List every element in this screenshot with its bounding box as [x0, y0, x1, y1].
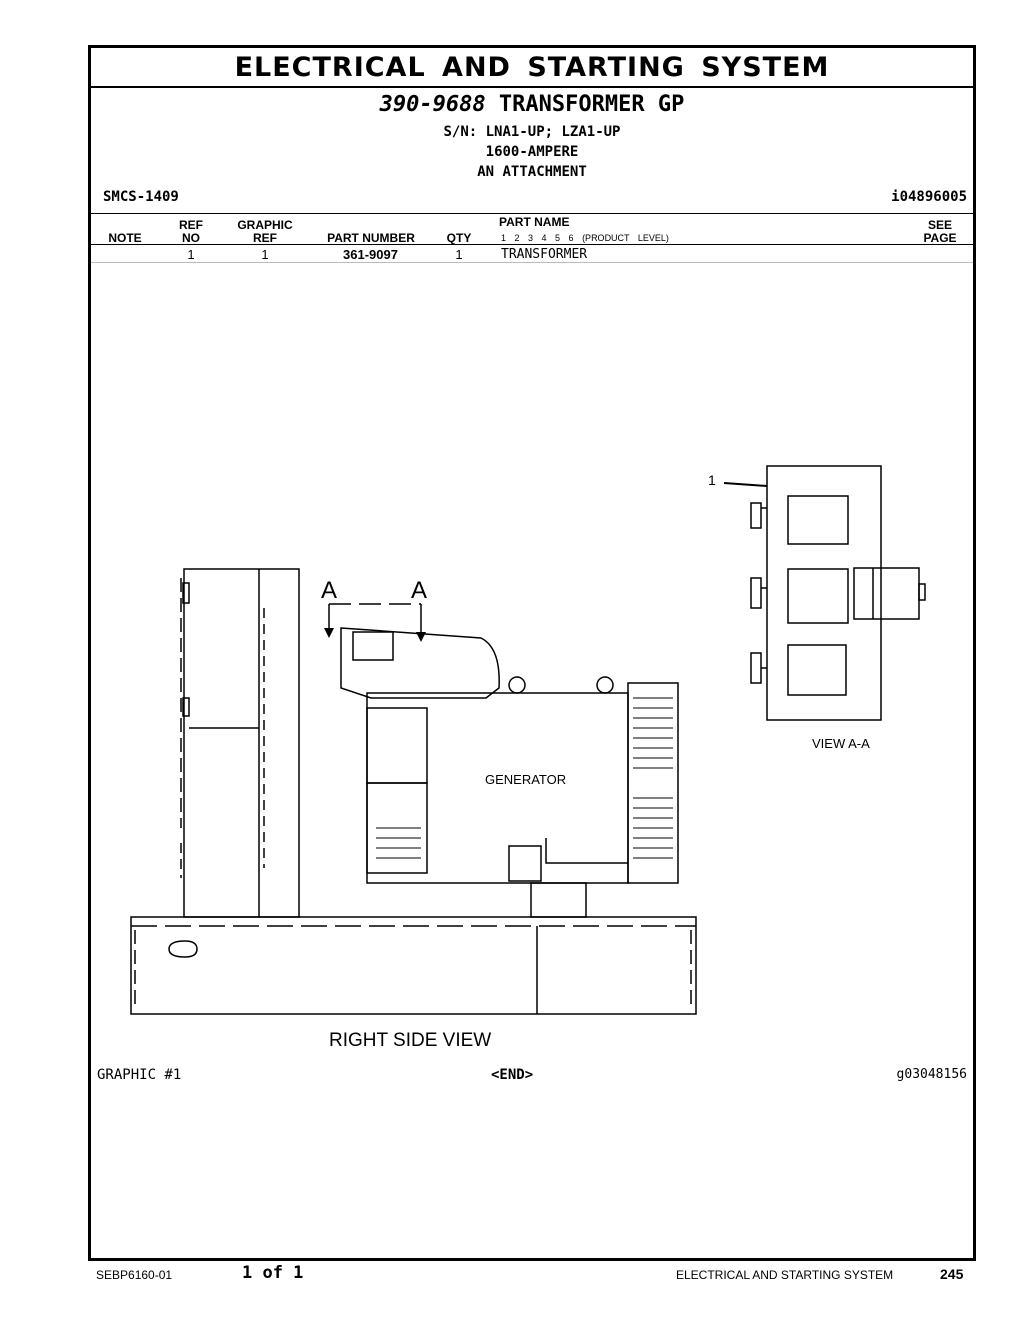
row-graphic-ref: 1: [261, 247, 269, 262]
graphic-id: g03048156: [896, 1067, 967, 1082]
page-frame: [88, 45, 976, 1261]
header-part-name: PART NAME: [499, 215, 570, 229]
view-aa-drawing: [724, 466, 925, 720]
graphic-label: GRAPHIC #1: [97, 1067, 182, 1083]
section-title: ELECTRICAL AND STARTING SYSTEM: [91, 48, 973, 88]
footer-page-number: 245: [940, 1266, 964, 1282]
header-product-level: (PRODUCT LEVEL): [582, 233, 669, 243]
right-side-view-drawing: [131, 569, 696, 1014]
header-see-top: SEE: [927, 218, 952, 232]
row-ref-no: 1: [187, 247, 195, 262]
header-note: NOTE: [108, 231, 142, 245]
attachment-note: AN ATTACHMENT: [477, 164, 587, 180]
header-qty: QTY: [446, 231, 472, 245]
right-side-view-label: RIGHT SIDE VIEW: [329, 1030, 492, 1051]
view-aa-label: VIEW A-A: [812, 736, 870, 751]
group-name: TRANSFORMER GP: [498, 92, 685, 117]
section-marker-right: A: [411, 577, 428, 604]
serial-numbers: S/N: LNA1-UP; LZA1-UP: [443, 124, 621, 140]
row-part-name: TRANSFORMER: [501, 247, 588, 262]
header-graphic-top: GRAPHIC: [237, 218, 293, 232]
header-ref-top: REF: [179, 218, 203, 232]
row-part-number: 361-9097: [343, 247, 398, 262]
footer-doc-number: SEBP6160-01: [96, 1268, 173, 1282]
section-marker-left: A: [321, 577, 338, 604]
header-level-numbers: 1 2 3 4 5 6: [501, 233, 574, 243]
header-see-bottom: PAGE: [923, 231, 957, 245]
generator-label: GENERATOR: [485, 772, 567, 787]
rating: 1600-AMPERE: [485, 144, 579, 160]
end-marker: <END>: [491, 1067, 534, 1083]
smcs-code: SMCS-1409: [103, 189, 179, 205]
footer-section: ELECTRICAL AND STARTING SYSTEM: [676, 1268, 894, 1282]
header-ref-bottom: NO: [182, 231, 200, 245]
illustration-id: i04896005: [891, 189, 967, 205]
group-part-number: 390-9688: [379, 92, 486, 117]
callout-number: 1: [708, 472, 716, 488]
header-part-number: PART NUMBER: [327, 231, 415, 245]
row-qty: 1: [455, 247, 463, 262]
header-graphic-bottom: REF: [253, 231, 277, 245]
footer-page-of: 1 of 1: [242, 1263, 304, 1283]
